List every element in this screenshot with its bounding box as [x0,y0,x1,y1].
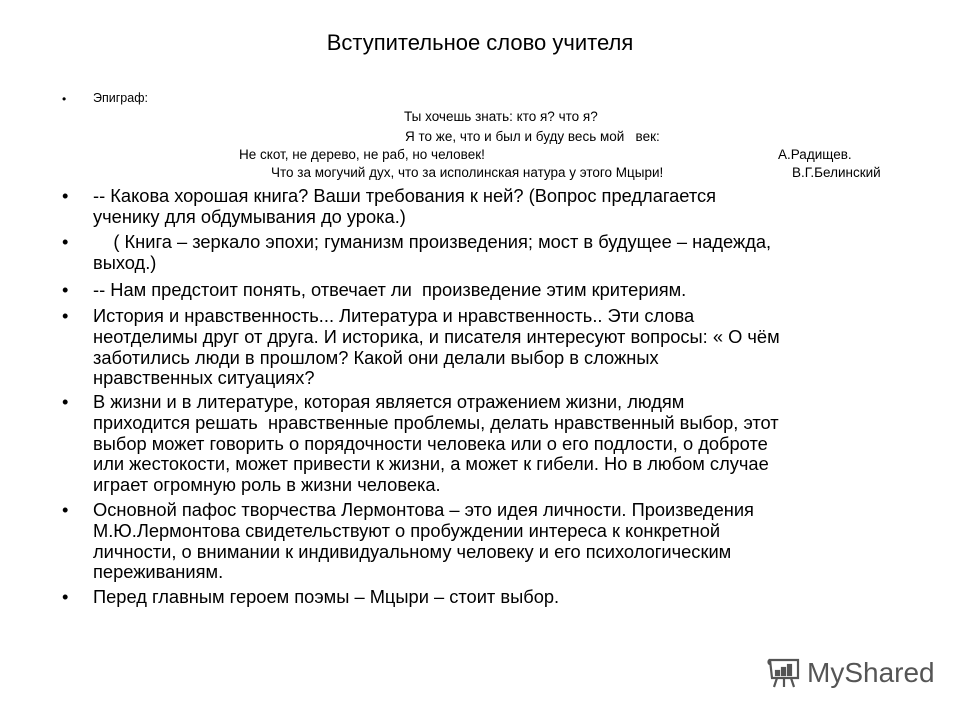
bullet: • [62,499,69,520]
epigraph-line: Ты хочешь знать: кто я? что я? [404,109,598,124]
epigraph-label: Эпиграф: [93,91,148,105]
bullet-text-line: или жестокости, может привести к жизни, а может к гибели. Но в любом случае [93,453,769,475]
bullet-text-line: Перед главным героем поэмы – Мцыри – стоит выбор. [93,586,560,607]
bullet-text-line: ( Книга – зеркало эпохи; гуманизм произведения; мост в будущее – надежда, [93,231,772,252]
bullet-text-line: -- Нам предстоит понять, отвечает ли произведение этим критериям. [93,279,687,300]
bullet-text-line: приходится решать нравственные проблемы, делать нравственный выбор, этот [93,411,779,433]
epigraph-line: Что за могучий дух, что за исполинская натура у этого Мцыри! [271,165,664,180]
bullet: • [62,586,69,607]
epigraph-author: В.Г.Белинский [792,165,881,180]
watermark-logo [767,656,935,690]
bullet-text-line: В жизни и в литературе, которая является отражением жизни, людям [93,391,685,412]
bullet: • [62,92,67,106]
bullet-text-line: заботились люди в прошлом? Какой они делали выбор в сложных [93,346,659,368]
presentation-icon [767,656,801,690]
bullet-text-line: нравственных ситуациях? [93,367,315,389]
bullet-text-line: переживаниям. [93,561,224,583]
bullet: • [62,231,69,252]
bullet: • [62,305,69,326]
bullet-text-line: М.Ю.Лермонтова свидетельствуют о пробуждении интереса к конкретной [93,519,721,541]
bullet-text-line: неотделимы друг от друга. И историка, и писателя интересуют вопросы: « О чём [93,325,780,347]
bullet-text-line: Основной пафос творчества Лермонтова – это идея личности. Произведения [93,499,754,520]
epigraph-line: Я то же, что и был и буду весь мой век: [405,129,660,144]
bullet: • [62,391,69,412]
bullet-text-line: -- Какова хорошая книга? Ваши требования к ней? (Вопрос предлагается [93,185,717,206]
epigraph-author: А.Радищев. [778,147,852,162]
slide-title: Вступительное слово учителя [326,30,634,55]
bullet-text-line: играет огромную роль в жизни человека. [93,474,441,496]
epigraph-line: Не скот, не дерево, не раб, но человек! [239,147,485,162]
bullet: • [62,279,69,300]
bullet-text-line: ученику для обдумывания до урока.) [93,205,406,227]
bullet-text-line: выход.) [93,251,157,273]
watermark-text: MyShared [807,657,935,688]
bullet-text-line: личности, о внимании к индивидуальному человеку и его психологическим [93,540,732,562]
bullet-text-line: История и нравственность... Литература и нравственность.. Эти слова [93,305,695,326]
bullet-text-line: выбор может говорить о порядочности человека или о его подлости, о доброте [93,432,768,454]
bullet: • [62,185,69,206]
